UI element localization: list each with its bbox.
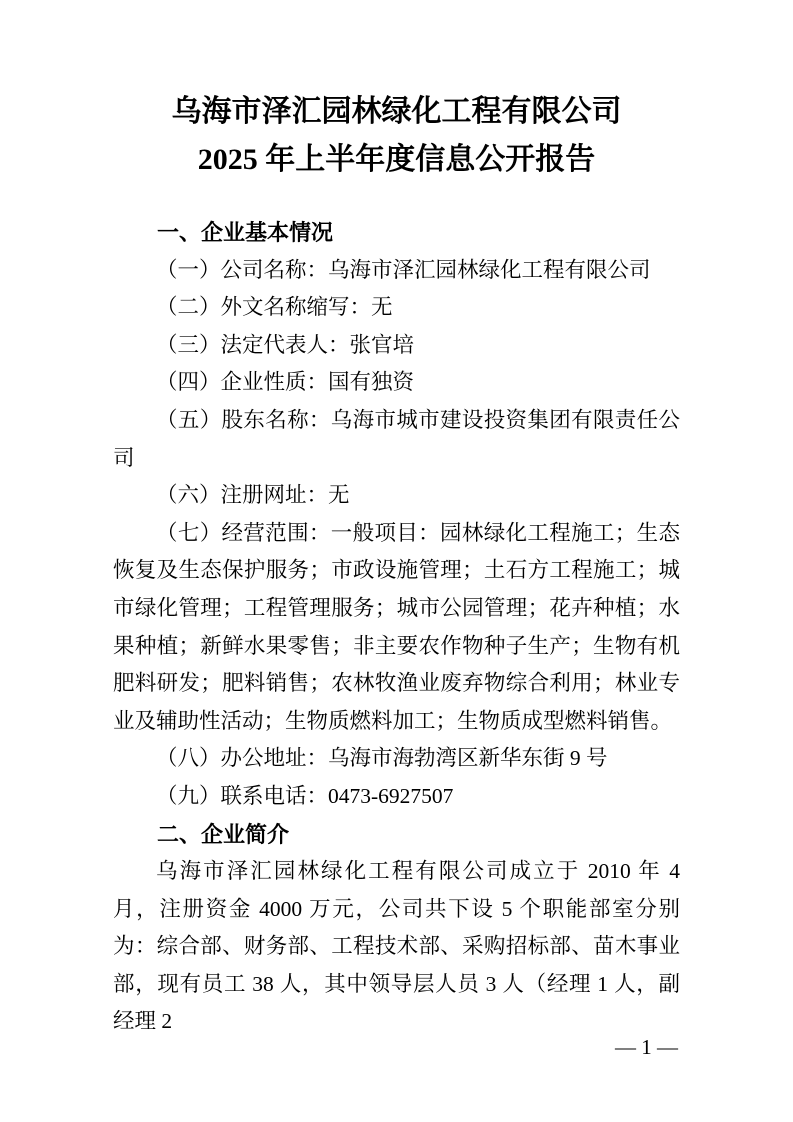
list-item-foreign-name: （二）外文名称缩写：无 (156, 295, 393, 320)
section-2-heading: 二、企业简介 (157, 821, 290, 847)
list-item-registered-website: （六）注册网址：无 (156, 483, 350, 508)
list-item-company-name: （一）公司名称：乌海市泽汇园林绿化工程有限公司 (156, 257, 651, 282)
document-title (113, 88, 680, 184)
title-line-2: 2025 年上半年度信息公开报告 (197, 143, 596, 176)
list-item-enterprise-nature: （四）企业性质：国有独资 (156, 370, 415, 395)
list-item-shareholder-name: （五）股东名称：乌海市城市建设投资集团有限责任公司 (113, 407, 680, 470)
list-item-business-scope: （七）经营范围：一般项目：园林绿化工程施工；生态恢复及生态保护服务；市政设施管理；土石方工程施工；城市绿化管理；工程管理服务；城市公园管理；花卉种植；水果种植；新鲜水果零售；非主要农作物种子生产；生物有机肥料研发；肥料销售；农林牧渔业废弃物综合利用；林业专业及辅助性活动；生物质燃料加工；生物质成型燃料销售。 (113, 520, 680, 733)
section-1-heading: 一、企业基本情况 (157, 220, 334, 245)
title-line-1: 乌海市泽汇园林绿化工程有限公司 (171, 95, 622, 128)
list-item-legal-representative: （三）法定代表人：张官培 (156, 332, 415, 357)
list-item-contact-phone: （九）联系电话：0473-6927507 (156, 783, 454, 808)
company-intro-paragraph: 乌海市泽汇园林绿化工程有限公司成立于 2010 年 4 月，注册资金 4000 万元，公司共下设 5 个职能部室分别为：综合部、财务部、工程技术部、采购招标部、苗木事业部，现有员工 38 人，其中领导层人员 3 人（经理 1 人，副经理 2 (113, 859, 680, 1034)
page-number: — 1 — (615, 1035, 678, 1059)
list-item-office-address: （八）办公地址：乌海市海勃湾区新华东街 9 号 (156, 746, 608, 771)
